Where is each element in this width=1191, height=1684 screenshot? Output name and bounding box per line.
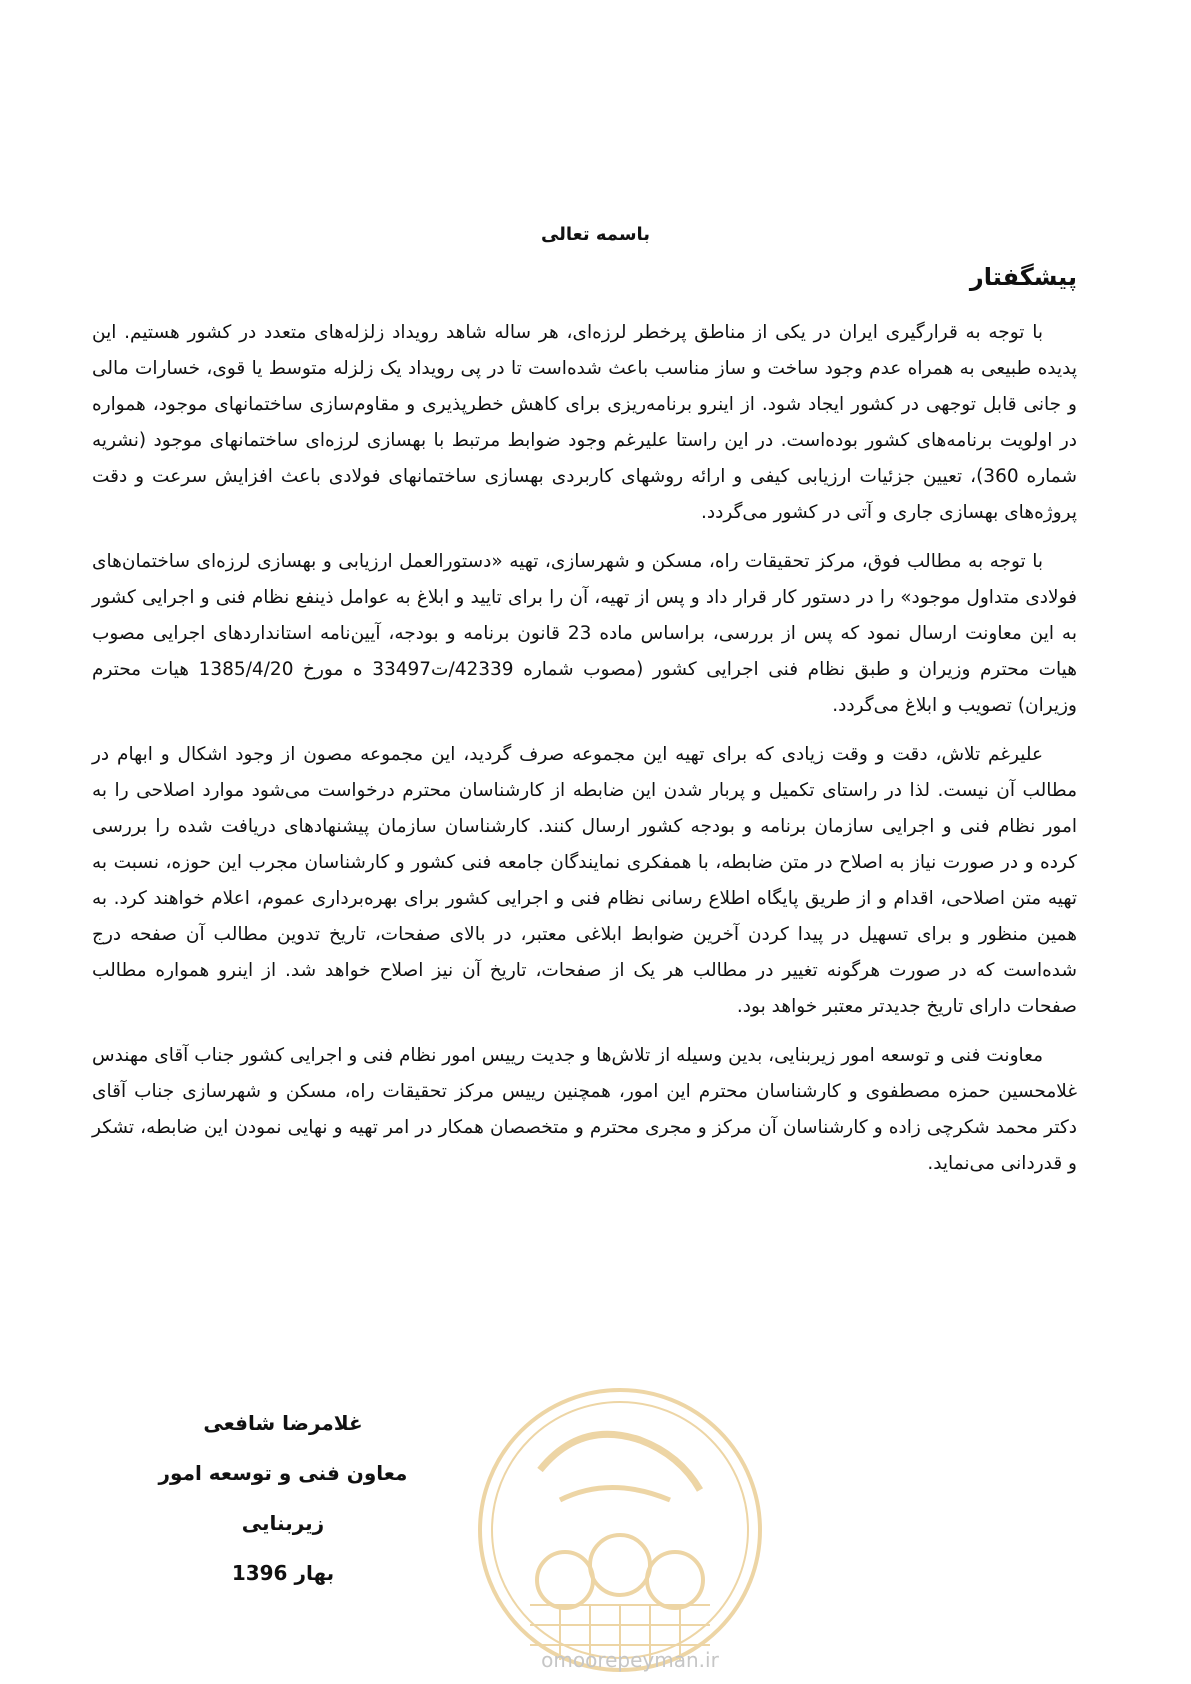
- paragraph: معاونت فنی و توسعه امور زیربنایی، بدین وسیله از تلاش‌ها و جدیت رییس امور نظام فنی و اجرایی کشور جناب آقای مهندس غلامحسین حمزه مصطفوی و کارشناسان محترم این امور، همچنین رییس مرکز تحقیقات راه، مسکن و شهرسازی جناب آقای دکتر محمد شکرچی زاده و کارشناسان آن مرکز و مجری محترم و متخصصان همکار در امر تهیه و نهایی نمودن این ضابطه، تشکر و قدردانی می‌نماید.: [92, 1045, 1077, 1174]
- paragraph: با توجه به قرارگیری ایران در یکی از مناطق پرخطر لرزه‌ای، هر ساله شاهد رویداد زلزله‌های متعدد در کشور هستیم. این پدیده طبیعی به همراه عدم وجود ساخت و ساز مناسب باعث شده‌است تا در پی رویداد یک زلزله متوسط یا قوی، خسارات مالی و جانی قابل توجهی در کشور ایجاد شود. از اینرو برنامه‌ریزی برای کاهش خطرپذیری و مقاوم‌سازی ساختمانهای موجود، همواره در اولویت برنامه‌های کشور بوده‌است. در این راستا علیرغم وجود ضوابط مرتبط با بهسازی لرزه‌ای ساختمانهای موجود (نشریه شماره 360)، تعیین جزئیات ارزیابی کیفی و ارائه روشهای کاربردی بهسازی ساختمانهای فولادی باعث افزایش سرعت و دقت پروژه‌های بهسازی جاری و آتی در کشور می‌گردد.: [92, 322, 1077, 523]
- section-title: پیشگفتار: [969, 263, 1077, 291]
- basmala-heading: باسمه تعالی: [540, 224, 651, 245]
- paragraph: علیرغم تلاش، دقت و وقت زیادی که برای تهیه این مجموعه صرف گردید، این مجموعه مصون از وجود اشکال و ابهام در مطالب آن نیست. لذا در راستای تکمیل و پربار شدن این ضابطه از کارشناسان محترم درخواست می‌شود موارد اصلاحی را به امور نظام فنی و اجرایی سازمان برنامه و بودجه کشور ارسال کنند. کارشناسان سازمان پیشنهادهای دریافت شده را بررسی کرده و در صورت نیاز به اصلاح در متن ضابطه، با همفکری نمایندگان جامعه فنی کشور و کارشناسان مجرب این حوزه، نسبت به تهیه متن اصلاحی، اقدام و از طریق پایگاه اطلاع رسانی نظام فنی و اجرایی کشور برای بهره‌برداری عموم، اعلام خواهند کرد. به همین منظور و برای تسهیل در پیدا کردن آخرین ضوابط ابلاغی معتبر، در بالای صفحات، تاریخ تدوین مطالب آن صفحه درج شده‌است که در صورت هرگونه تغییر در مطالب هر یک از صفحات، تاریخ آن نیز اصلاح خواهد شد. از اینرو همواره مطالب صفحات دارای تاریخ جدیدتر معتبر خواهد بود.: [92, 744, 1077, 1017]
- signatory-name: غلامرضا شافعی: [203, 1411, 363, 1435]
- paragraph: با توجه به مطالب فوق، مرکز تحقیقات راه، مسکن و شهرسازی، تهیه «دستورالعمل ارزیابی و بهسازی لرزه‌ای ساختمان‌های فولادی متداول موجود» را در دستور کار قرار داد و پس از تهیه، آن را برای تایید و ابلاغ به عوامل ذینفع نظام فنی و اجرایی کشور به این معاونت ارسال نمود که پس از بررسی، براساس ماده 23 قانون برنامه و بودجه، آیین‌نامه استانداردهای اجرایی مصوب هیات محترم وزیران و طبق نظام فنی اجرایی کشور (مصوب شماره 42339/ت33497 ه مورخ 1385/4/20 هیات محترم وزیران) تصویب و ابلاغ می‌گردد.: [92, 551, 1077, 716]
- signatory-title: معاون فنی و توسعه امور زیربنایی: [158, 1461, 408, 1535]
- signature-block: [118, 1398, 448, 1598]
- seal-stamp-icon: [470, 1380, 770, 1680]
- preface-body: [92, 315, 1077, 1195]
- signature-date: بهار 1396: [231, 1561, 335, 1585]
- watermark-text: omoorepeyman.ir: [541, 1648, 719, 1672]
